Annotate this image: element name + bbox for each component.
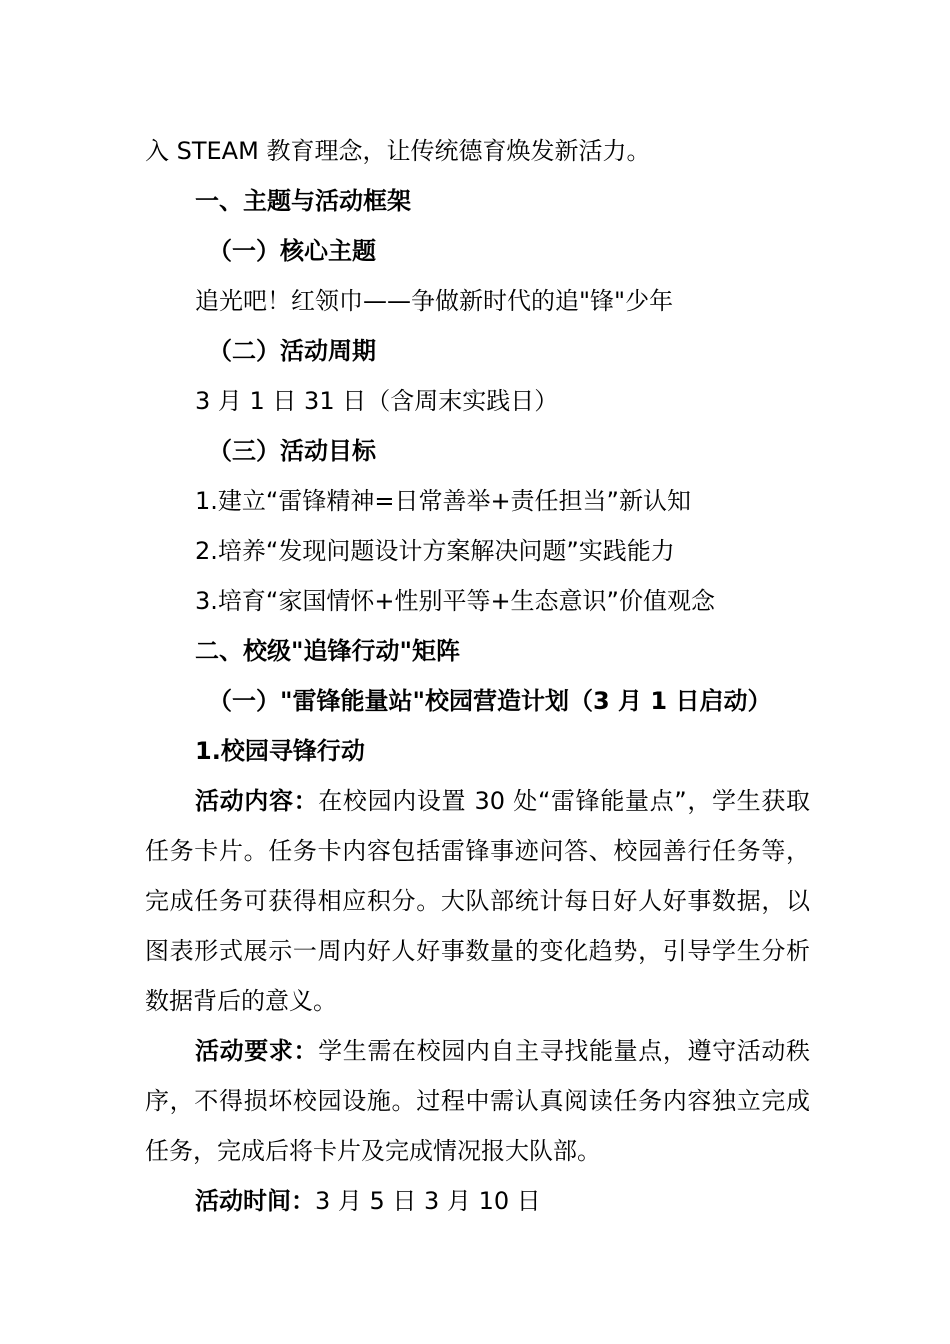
intro-line: 入 STEAM 教育理念，让传统德育焕发新活力。: [145, 137, 651, 165]
activity-content-label: 活动内容：: [195, 787, 319, 815]
activity-time-text: 3 月 5 日 3 月 10 日: [315, 1187, 541, 1215]
subheading-core-theme: （一）核心主题: [208, 237, 376, 265]
activity-requirement-label: 活动要求：: [195, 1037, 319, 1065]
document-body: [145, 126, 810, 1226]
activity-requirement-paragraph: [145, 1026, 810, 1176]
activity-content-text: 在校园内设置 30 处“雷锋能量点”，学生获取任务卡片。任务卡内容包括雷锋事迹问答、校园善行任务等，完成任务可获得相应积分。大队部统计每日好人好事数据，以图表形式展示一周内好人好事数量的变化趋势，引导学生分析数据背后的意义。: [145, 787, 810, 1015]
activity-requirement-text: 学生需在校园内自主寻找能量点，遵守活动秩序，不得损坏校园设施。过程中需认真阅读任务内容独立完成任务，完成后将卡片及完成情况报大队部。: [145, 1037, 810, 1165]
subheading-energy-station: （一）"雷锋能量站"校园营造计划（3 月 1 日启动）: [208, 687, 772, 715]
section-heading-1: 一、主题与活动框架: [195, 187, 411, 215]
section-heading-2: 二、校级"追锋行动"矩阵: [195, 637, 461, 665]
activity-content-paragraph: [145, 776, 810, 1026]
goal-item-2: 2.培养“发现问题设计方案解决问题”实践能力: [195, 537, 675, 565]
subheading-activity-goals: （三）活动目标: [208, 437, 376, 465]
goal-item-1: 1.建立“雷锋精神=日常善举+责任担当”新认知: [195, 487, 691, 515]
goal-item-3: 3.培育“家国情怀+性别平等+生态意识”价值观念: [195, 587, 715, 615]
subheading-activity-period: （二）活动周期: [208, 337, 376, 365]
period-text: 3 月 1 日 31 日（含周末实践日）: [195, 387, 559, 415]
activity-time-label: 活动时间：: [195, 1187, 315, 1215]
subheading-campus-action: 1.校园寻锋行动: [195, 737, 365, 765]
activity-time-paragraph: [145, 1176, 810, 1226]
theme-text: 追光吧！红领巾——争做新时代的追"锋"少年: [195, 287, 674, 315]
